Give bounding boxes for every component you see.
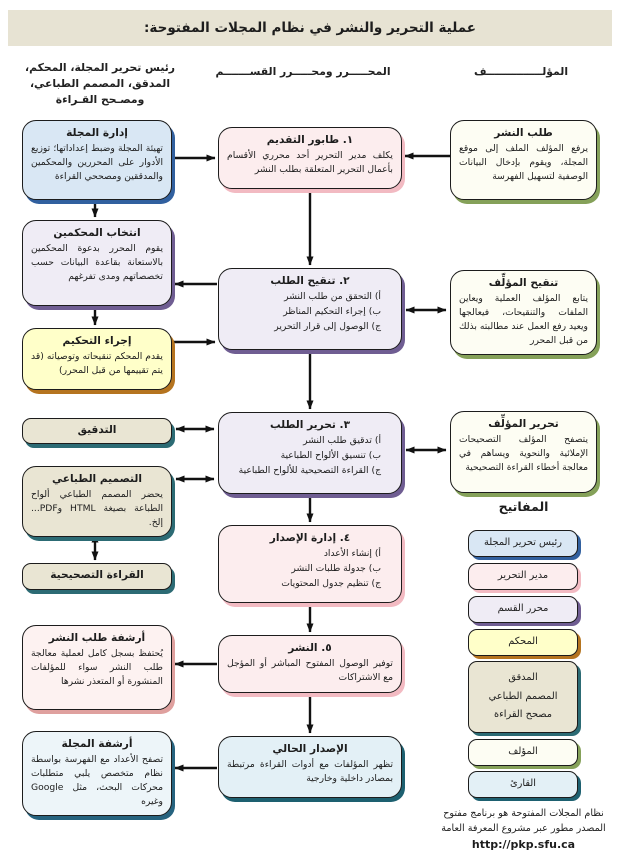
- box-title: تحرير المؤلِّف: [488, 418, 559, 430]
- legend-label: القارئ: [509, 778, 537, 789]
- box-list-item: أ) إنشاء الأعداد: [323, 548, 381, 560]
- box-title: إجراء التحكيم: [62, 335, 132, 347]
- box-submission-editing: [218, 412, 402, 494]
- box-submission-archiving: [22, 625, 172, 710]
- legend-label: المؤلف: [508, 746, 538, 757]
- legend-label: مصحح القراءة: [493, 709, 553, 721]
- box-body: يتابع المؤلف العملية ويعاين الملفات والتنقيحات، فيعالجها ويعيد رفع العمل عند مطالبته بذلك من قبل المحرر: [459, 293, 588, 347]
- column-header-author: المؤلـــــــــــــــف: [473, 65, 569, 78]
- box-proofreading: [22, 563, 172, 590]
- legend-label: رئيس تحرير المجلة: [484, 537, 562, 549]
- footer-note: [435, 806, 612, 851]
- box-layout-design: [22, 466, 172, 537]
- box-body: يُحتفظ بسجل كامل لعملية معالجة طلب النشر سواء للمؤلفات المنشورة أو المتعذر نشرها: [31, 648, 163, 688]
- box-submission-review: [218, 268, 402, 350]
- box-body: يتصفح المؤلف التصحيحات الإملائية والنحوية ويساهم في معالجة أخطاء القراءة التصحيحية: [459, 434, 588, 474]
- legend-item-author: [468, 739, 578, 766]
- box-body: تصفح الأعداد مع الفهرسة بواسطة نظام متخصص يلبي متطلبات محركات البحث، مثل Google وغيره: [31, 754, 163, 808]
- legend-label: المحكم: [508, 636, 538, 647]
- legend-label: مدير التحرير: [497, 570, 549, 581]
- box-title: أرشفة المجلة: [61, 738, 133, 750]
- box-current-issue: [218, 736, 402, 798]
- box-list-item: ج) القراءة التصحيحية للألواح الطباعية: [238, 464, 381, 476]
- box-title: ٢. تنقيح الطلب: [270, 275, 350, 287]
- box-list-item: ب) جدولة طلبات النشر: [291, 563, 381, 575]
- box-body: يقوم المحرر بدعوة المحكمين بالاستعانة بقاعدة البيانات حسب تخصصاتهم ومدى تفرغهم: [31, 243, 163, 283]
- box-title: إدارة المجلة: [66, 127, 128, 139]
- legend-item-section-editor: [468, 596, 578, 623]
- box-reviewer-selection: [22, 220, 172, 306]
- box-body: تظهر المؤلفات مع أدوات القراءة مرتبطة بمصادر داخلية وخارجية: [227, 759, 393, 785]
- box-title: ٥. النشر: [288, 642, 332, 654]
- box-issue-management: [218, 525, 402, 603]
- box-journal-management: [22, 120, 172, 200]
- column-header-editor: المحـــــرر ومحـــــرر القســـــــم: [215, 65, 391, 78]
- box-submission-request: [450, 120, 597, 200]
- legend-title: المفاتيح: [498, 499, 549, 514]
- box-title: أرشفة طلب النشر: [48, 632, 146, 644]
- box-title: التصميم الطباعي: [52, 473, 142, 485]
- legend-item-reader: [468, 771, 578, 798]
- legend-label: المصمم الطباعي: [488, 690, 558, 702]
- box-title: انتخاب المحكمين: [53, 227, 141, 239]
- column-header-staff: رئيس تحرير المجلة، المحكم، المدقق، المصمم الطباعي، ومصـحح القـراءة: [25, 61, 175, 107]
- box-list-item: ب) إجراء التحكيم المناظر: [283, 306, 381, 318]
- box-submission-queue: [218, 127, 402, 189]
- box-author-editing: [450, 411, 597, 493]
- footer-text: نظام المجلات المفتوحة هو برنامج مفتوح المصدر مطور عبر مشروع المعرفة العامة: [441, 808, 606, 835]
- box-list-item: أ) التحقق من طلب النشر: [284, 291, 381, 303]
- box-title: تنقيح المؤلِّف: [488, 277, 559, 289]
- box-copyediting: [22, 418, 172, 444]
- legend-item-managing-editor: [468, 563, 578, 590]
- box-journal-archiving: [22, 731, 172, 816]
- box-list-item: ب) تنسيق الألواح الطباعية: [280, 450, 381, 462]
- box-body: يحضر المصمم الطباعي ألواح الطباعة بصيغة HTML وPDF... إلخ.: [31, 489, 163, 529]
- box-peer-review: [22, 328, 172, 390]
- box-title: القراءة التصحيحية: [50, 569, 144, 581]
- box-title: ١. طابور التقديم: [266, 134, 354, 146]
- box-body: توفير الوصول المفتوح المباشر أو المؤجل مع الاشتراكات: [227, 658, 393, 684]
- legend-label: محرر القسم: [497, 603, 549, 614]
- box-title: ٣. تحرير الطلب: [269, 419, 351, 431]
- box-title: طلب النشر: [494, 127, 553, 139]
- box-list-item: ج) الوصول إلى قرار التحرير: [274, 320, 381, 332]
- box-publishing: [218, 635, 402, 693]
- box-list-item: ج) تنظيم جدول المحتويات: [281, 577, 381, 589]
- legend-item-reviewer: [468, 629, 578, 656]
- box-author-revision: [450, 270, 597, 355]
- box-body: يرفع المؤلف الملف إلى موقع المجلة، ويقوم بإدخال البيانات الوصفية لتسهيل الفهرسة: [459, 143, 588, 183]
- box-body: يقدم المحكم تنقيحاته وتوصياته (قد يتم تقييمها من قبل المحرر): [31, 351, 163, 377]
- footer-link[interactable]: http://pkp.sfu.ca: [471, 837, 576, 851]
- box-body: تهيئة المجلة وضبط إعداداتها؛ توزيع الأدوار على المحررين والمحكمين والمدققين ومصححي القراءة: [31, 143, 163, 183]
- box-body: يكلف مدير التحرير أحد محرري الأقسام بأعمال التحرير المتعلقة بطلب النشر: [227, 150, 393, 176]
- legend-item-copyeditor-group: [468, 661, 578, 733]
- box-title: ٤. إدارة الإصدار: [269, 532, 351, 544]
- page-title: عملية التحرير والنشر في نظام المجلات المفتوحة:: [144, 20, 476, 36]
- box-title: التدقيق: [77, 424, 117, 436]
- legend-item-editor-in-chief: [468, 530, 578, 557]
- legend-label: المدقق: [508, 672, 538, 684]
- box-title: الإصدار الحالي: [272, 743, 348, 755]
- box-list-item: أ) تدقيق طلب النشر: [303, 435, 381, 447]
